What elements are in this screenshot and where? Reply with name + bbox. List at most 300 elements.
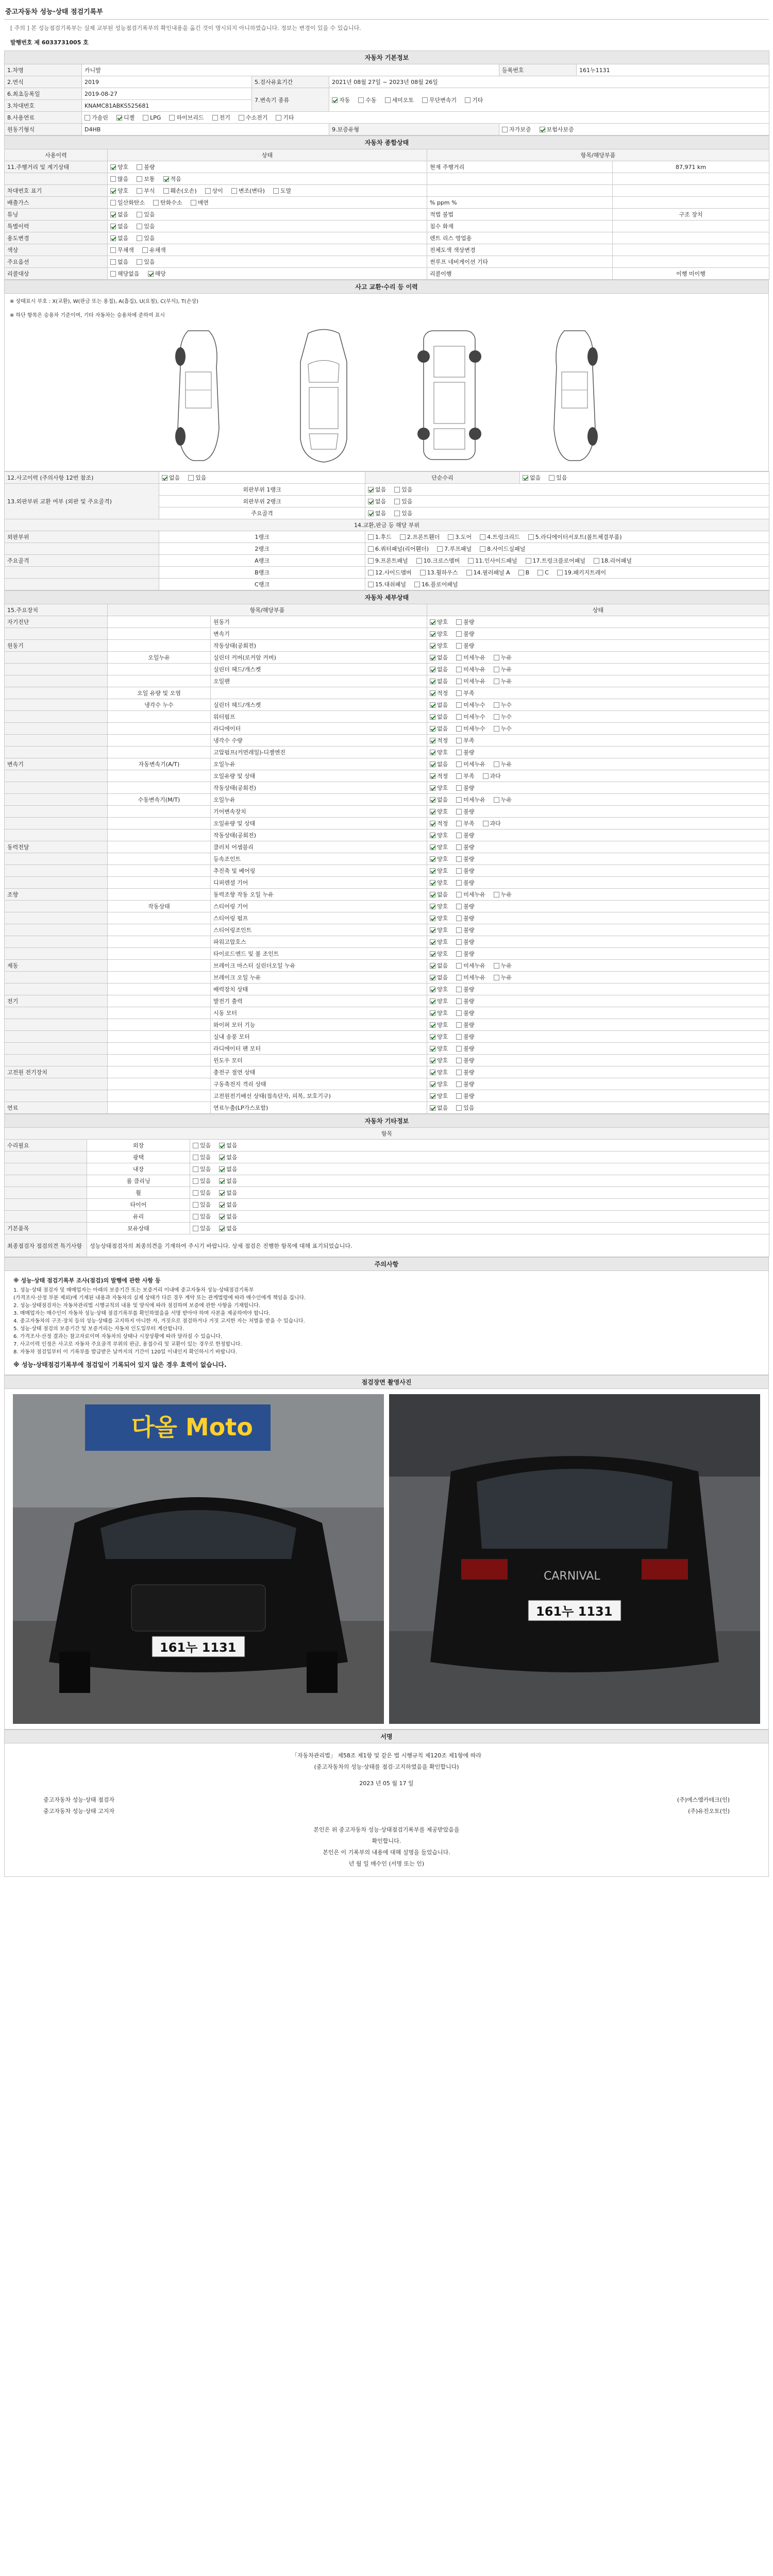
- other-state-option: 있음: [193, 1153, 211, 1161]
- checkbox-icon: [456, 904, 462, 909]
- detail-state-option: 불량: [456, 926, 474, 934]
- detail-state-option: 불량: [456, 878, 474, 887]
- option-status.rows.7.opts-0: 무채색: [110, 246, 134, 254]
- detail-item: 브레이크 마스터 실린더오일 누유: [211, 960, 427, 972]
- detail-item: 작동상태(공회전): [211, 640, 427, 652]
- detail-device: [5, 794, 108, 806]
- detail-state-option: 부족: [456, 819, 474, 827]
- option-status.rows.9.opts-1: 해당: [148, 269, 166, 278]
- detail-row: [5, 628, 769, 640]
- year-value: 2019: [82, 76, 252, 88]
- notes-line: 1. 성능·상태 점검자 및 매매업자는 아래의 보증기간 또는 보증거리 이내에 중고자동차 성능·상태점검기록부: [13, 1287, 254, 1293]
- checkbox-icon: [456, 643, 462, 649]
- sign-table: [4, 1730, 769, 1877]
- status-row-opts: [108, 209, 427, 221]
- detail-row: [5, 723, 769, 735]
- detail-state-option: 불량: [456, 914, 474, 922]
- detail-item: 변속기: [211, 628, 427, 640]
- rear-badge-text: CARNIVAL: [544, 1570, 600, 1583]
- status-row-right: 렌트 리스 영업용: [427, 232, 613, 244]
- checkbox-icon: [430, 750, 435, 755]
- parts-rank: 2랭크: [159, 543, 365, 555]
- checkbox-icon: [110, 271, 116, 277]
- detail-state: [427, 770, 769, 782]
- checkbox-icon: [437, 546, 443, 552]
- parts-items: [365, 531, 769, 543]
- checkbox-icon: [456, 1070, 462, 1075]
- option-accident.repair_opts-0: 없음: [523, 473, 541, 482]
- checkbox-icon: [137, 259, 142, 265]
- option-status.rows.4.opts-1: 있음: [137, 210, 155, 218]
- checkbox-icon: [430, 726, 435, 732]
- checkbox-icon: [368, 558, 374, 564]
- detail-state-option: 양호: [430, 1009, 448, 1017]
- checkbox-icon: [153, 200, 159, 206]
- option-accident.repair_opts-1: 있음: [549, 473, 567, 482]
- checkbox-icon: [219, 1202, 225, 1208]
- checkbox-icon: [368, 534, 374, 540]
- detail-device: [5, 628, 108, 640]
- photo-table: [4, 1375, 769, 1730]
- notes-lines: [13, 1286, 760, 1356]
- checkbox-icon: [526, 558, 531, 564]
- detail-state-option: 누유: [494, 665, 512, 673]
- status-table: [4, 135, 769, 280]
- document-title: 중고자동차 성능·상태 점검기록부: [4, 4, 769, 20]
- checkbox-icon: [494, 714, 499, 720]
- checkbox-icon: [456, 927, 462, 933]
- notes-block: [7, 1273, 766, 1373]
- detail-state-option: 불량: [456, 784, 474, 792]
- checkbox-icon: [430, 833, 435, 838]
- checkbox-icon: [456, 1010, 462, 1016]
- checkbox-icon: [456, 1058, 462, 1063]
- option-status.rows.2.opts-2: 훼손(오손): [163, 187, 197, 195]
- detail-sub: [108, 675, 211, 687]
- parts-group: [5, 567, 159, 579]
- detail-item: 오일누유: [211, 758, 427, 770]
- detail-device: [5, 1019, 108, 1031]
- fuel-options: [82, 112, 769, 124]
- detail-sub: [108, 936, 211, 948]
- detail-row: [5, 1066, 769, 1078]
- option-basic.fuel_opts-4: 전기: [212, 113, 230, 122]
- checkbox-icon: [110, 247, 116, 253]
- detail-row: [5, 1078, 769, 1090]
- detail-state-option: 불량: [456, 1080, 474, 1088]
- other-state-option: 있음: [193, 1189, 211, 1197]
- parts-rank: C랭크: [159, 579, 365, 590]
- car-top-diagram: [282, 326, 365, 465]
- checkbox-icon: [494, 963, 499, 969]
- option-status.rows.0.opts-1: 불량: [137, 163, 155, 171]
- option-accident.parts.3.items-2: 14.필러패널 A: [466, 568, 510, 577]
- other-col-header: 항목: [5, 1128, 769, 1140]
- rank2-opts: 없음 있음: [365, 496, 769, 507]
- checkbox-icon: [430, 951, 435, 957]
- detail-device: [5, 806, 108, 818]
- status-row-label: 차대번호 표기: [5, 185, 108, 197]
- detail-sub: [108, 924, 211, 936]
- car-frame-diagram: [408, 326, 491, 465]
- detail-sub: [108, 782, 211, 794]
- checkbox-icon: [193, 1214, 198, 1219]
- checkbox-icon: [430, 844, 435, 850]
- checkbox-icon: [430, 1105, 435, 1111]
- detail-state-option: 없음: [430, 890, 448, 899]
- checkbox-icon: [456, 916, 462, 921]
- notes-line: 6. 가격조사·산정 결과는 참고자료이며 자동차의 상태나 시장상황에 따라 달라질 수 있습니다.: [13, 1334, 223, 1340]
- detail-state-option: 양호: [430, 641, 448, 650]
- detail-row: [5, 699, 769, 711]
- detail-item: 스티어링 기어: [211, 901, 427, 912]
- front-sign-text: 다올 Moto: [131, 1413, 253, 1441]
- detail-state-option: 누수: [494, 701, 512, 709]
- checkbox-icon: [456, 702, 462, 708]
- car-name-label: 1.차명: [5, 64, 82, 76]
- parts-items: [365, 567, 769, 579]
- vin-value: KNAMC81ABKS525681: [82, 100, 252, 112]
- other-group: 수리필요: [5, 1140, 87, 1151]
- status-row-value: [613, 256, 769, 268]
- other-group: [5, 1211, 87, 1223]
- other-state-option: 없음: [219, 1200, 237, 1209]
- other-item: 휠: [87, 1187, 190, 1199]
- detail-state-option: 양호: [430, 997, 448, 1005]
- detail-state-option: 없음: [430, 653, 448, 662]
- checkbox-icon: [523, 475, 528, 481]
- checkbox-icon: [456, 619, 462, 625]
- option-accident.parts.3.items-4: C: [537, 569, 549, 576]
- detail-sub: [108, 972, 211, 984]
- detail-state: [427, 675, 769, 687]
- option-accident.parts.0.items-2: 3.도어: [448, 533, 472, 541]
- status-row: [5, 197, 769, 209]
- checkbox-icon: [430, 1046, 435, 1052]
- detail-row: [5, 889, 769, 901]
- sign-line-1: 「자동차관리법」 제58조 제1항 및 같은 법 시행규칙 제120조 제1항에 따라: [291, 1752, 482, 1759]
- parts-group: [5, 579, 159, 590]
- detail-state-option: 불량: [456, 630, 474, 638]
- checkbox-icon: [456, 975, 462, 980]
- detail-state: [427, 699, 769, 711]
- checkbox-icon: [430, 714, 435, 720]
- checkbox-icon: [273, 188, 279, 194]
- detail-item: 배력장치 상태: [211, 984, 427, 995]
- checkbox-icon: [456, 679, 462, 684]
- detail-state: [427, 936, 769, 948]
- detail-state: [427, 794, 769, 806]
- other-state-option: 없음: [219, 1141, 237, 1149]
- detail-sub: [108, 1055, 211, 1066]
- status-row: [5, 161, 769, 173]
- checkbox-icon: [110, 164, 116, 170]
- repair-options: [520, 472, 769, 484]
- accident-history-table: [4, 471, 769, 590]
- checkbox-icon: [430, 998, 435, 1004]
- detail-sub: 수동변속기(M/T): [108, 794, 211, 806]
- detail-state-option: 부족: [456, 736, 474, 744]
- detail-state-option: 누유: [494, 677, 512, 685]
- detail-state: [427, 912, 769, 924]
- checkbox-icon: [162, 475, 167, 481]
- other-state-option: 있음: [193, 1141, 211, 1149]
- other-item: 외장: [87, 1140, 190, 1151]
- parts-rank: B랭크: [159, 567, 365, 579]
- detail-row: [5, 972, 769, 984]
- detail-state-option: 양호: [430, 950, 448, 958]
- checkbox-icon: [430, 667, 435, 672]
- detail-item: 오일누유: [211, 794, 427, 806]
- checkbox-icon: [494, 975, 499, 980]
- detail-device: 연료: [5, 1102, 108, 1114]
- detail-sub: [108, 829, 211, 841]
- detail-item: 클러치 어셈블리: [211, 841, 427, 853]
- detail-state: [427, 723, 769, 735]
- detail-item: 작동상태(공회전): [211, 782, 427, 794]
- option-status.rows.3.opts-1: 탄화수소: [153, 198, 182, 207]
- other-state: [190, 1199, 769, 1211]
- checkbox-icon: [416, 558, 422, 564]
- detail-state-option: 적정: [430, 689, 448, 697]
- checkbox-icon: [456, 631, 462, 637]
- checkbox-icon: [420, 570, 426, 575]
- detail-state-option: 없음: [430, 795, 448, 804]
- checkbox-icon: [193, 1155, 198, 1160]
- certificate-number: [4, 36, 769, 50]
- detail-state-option: 적정: [430, 772, 448, 780]
- notice-text: [ 주의 ] 본 성능점검기록부는 실제 교부된 성능점검기록부의 확인내용을 옮긴 것이 명시되지 아니하였습니다. 정보는 변경이 있을 수 있습니다.: [10, 25, 361, 31]
- other-state: [190, 1140, 769, 1151]
- checkbox-icon: [400, 534, 406, 540]
- parts-row: [5, 555, 769, 567]
- checkbox-icon: [219, 1214, 225, 1219]
- detail-device: 전기: [5, 995, 108, 1007]
- other-group: [5, 1199, 87, 1211]
- checkbox-icon: [430, 761, 435, 767]
- detail-item: 발전기 출력: [211, 995, 427, 1007]
- detail-sub: [108, 818, 211, 829]
- other-group: [5, 1151, 87, 1163]
- parts-row: [5, 531, 769, 543]
- recv-line-1: 본인은 위 중고자동차 성능·상태점검기록부를 제공받았음을: [313, 1826, 460, 1833]
- detail-state: [427, 995, 769, 1007]
- checkbox-icon: [430, 738, 435, 743]
- detail-state-option: 불량: [456, 1009, 474, 1017]
- front-photo: [13, 1394, 384, 1724]
- checkbox-icon: [430, 773, 435, 779]
- detail-state: [427, 1090, 769, 1102]
- notes-table: [4, 1257, 769, 1375]
- notes-line: 4. 중고자동차의 구조·장치 등의 성능·상태를 고지하지 아니한 자, 거짓으로 점검하거나 거짓 고지한 자는 처벌을 받을 수 있습니다.: [13, 1318, 305, 1324]
- engine-label: 원동기형식: [5, 124, 82, 135]
- detail-device: [5, 1007, 108, 1019]
- option-basic.trans_opts-2: 세미오토: [385, 96, 414, 104]
- recv-line-3: 본인은 이 기록부의 내용에 대해 설명을 들었습니다.: [323, 1849, 450, 1856]
- detail-sub: [108, 877, 211, 889]
- status-col-usage: 사용이력: [5, 149, 108, 161]
- checkbox-icon: [456, 761, 462, 767]
- checkbox-icon: [494, 655, 499, 660]
- cert-label: 발행번호 제: [10, 39, 40, 46]
- checkbox-icon: [368, 546, 374, 552]
- option-accident.parts.2.items-2: 11.인사이드패널: [468, 556, 517, 565]
- other-state: [190, 1187, 769, 1199]
- checkbox-icon: [456, 1081, 462, 1087]
- engine-value: D4HB: [82, 124, 329, 135]
- detail-row: [5, 1102, 769, 1114]
- detail-state-option: 미세누수: [456, 701, 485, 709]
- acc-label: 12.사고이력 (주의사항 12번 참조): [5, 472, 159, 484]
- detail-item: 등속조인트: [211, 853, 427, 865]
- accident-legend-2: ※ 하단 항목은 승용차 기준이며, 기타 자동차는 승용차에 준하여 표시: [10, 313, 165, 318]
- notes-line: 7. 사고이력 인정은 사고로 자동차 주요골격 부위의 판금, 용접수리 및 교환이 있는 경우로 한정합니다.: [13, 1342, 242, 1347]
- status-row-label: 색상: [5, 244, 108, 256]
- checkbox-icon: [456, 785, 462, 791]
- checkbox-icon: [456, 821, 462, 826]
- other-item: 내장: [87, 1163, 190, 1175]
- checkbox-icon: [430, 892, 435, 897]
- checkbox-icon: [193, 1178, 198, 1184]
- detail-device: [5, 972, 108, 984]
- other-row: [5, 1187, 769, 1199]
- detail-row: [5, 652, 769, 664]
- detail-sub: [108, 1043, 211, 1055]
- detail-col-device: 15.주요장치: [5, 604, 108, 616]
- detail-state-option: 없음: [430, 665, 448, 673]
- trans-label: 7.변속기 종류: [252, 88, 329, 112]
- status-row: [5, 268, 769, 280]
- checkbox-icon: [385, 97, 391, 103]
- status-row-value: [613, 244, 769, 256]
- detail-item: 실내 송풍 모터: [211, 1031, 427, 1043]
- detail-row: [5, 664, 769, 675]
- detail-state-option: 불량: [456, 748, 474, 756]
- status-row-right: 침수 화재: [427, 221, 613, 232]
- detail-row: [5, 758, 769, 770]
- checkbox-icon: [430, 987, 435, 992]
- sign-row-2: 중고자동차 성능·상태 고지자 (주)유진오토(인): [43, 1808, 730, 1815]
- detail-state-option: 불량: [456, 1056, 474, 1064]
- checkbox-icon: [430, 927, 435, 933]
- checkbox-icon: [191, 200, 196, 206]
- option-basic.guar_opts-1: 보험사보증: [540, 125, 574, 133]
- status-row-value: [613, 173, 769, 185]
- checkbox-icon: [193, 1202, 198, 1208]
- status-row-label: [5, 173, 108, 185]
- other-row: [5, 1163, 769, 1175]
- checkbox-icon: [219, 1190, 225, 1196]
- detail-item: 실린더 헤드/개스켓: [211, 699, 427, 711]
- detail-item: 원동기: [211, 616, 427, 628]
- detail-state: [427, 1066, 769, 1078]
- detail-row: [5, 640, 769, 652]
- checkbox-icon: [456, 1034, 462, 1040]
- detail-row: [5, 948, 769, 960]
- detail-item: 윈도우 모터: [211, 1055, 427, 1066]
- detail-device: [5, 711, 108, 723]
- status-row-opts: [108, 221, 427, 232]
- detail-state-option: 누수: [494, 724, 512, 733]
- detail-state-option: 불량: [456, 1092, 474, 1100]
- other-state: [190, 1211, 769, 1223]
- accident-legend: ※ 상태표시 부호 : X(교환), W(판금 또는 용접), A(흠집), U(요철), C(부식), T(손상): [10, 299, 198, 304]
- detail-state: [427, 972, 769, 984]
- accident-header: 사고 교환·수리 등 이력: [5, 280, 769, 294]
- status-row-label: 배출가스: [5, 197, 108, 209]
- detail-device: [5, 1055, 108, 1066]
- detail-row: [5, 1007, 769, 1019]
- detail-row: [5, 818, 769, 829]
- checkbox-icon: [430, 809, 435, 815]
- detail-state-option: 과다: [483, 772, 501, 780]
- checkbox-icon: [456, 1105, 462, 1111]
- detail-state-option: 적정: [430, 736, 448, 744]
- detail-state: [427, 735, 769, 747]
- photo-header: 점검장면 촬영사진: [5, 1376, 769, 1389]
- other-state-option: 없음: [219, 1189, 237, 1197]
- checkbox-icon: [430, 1093, 435, 1099]
- status-row: [5, 209, 769, 221]
- other-row: [5, 1175, 769, 1187]
- option-accident.parts.0.items-4: 5.라디에이터서포트(볼트체결부품): [528, 533, 622, 541]
- detail-device: [5, 770, 108, 782]
- checkbox-icon: [414, 582, 420, 587]
- rank1-opts: 없음 있음: [365, 484, 769, 496]
- status-header: 자동차 종합상태: [5, 136, 769, 149]
- option-status.rows.2.opts-0: 양호: [110, 187, 128, 195]
- detail-state-option: 양호: [430, 843, 448, 851]
- detail-state: [427, 889, 769, 901]
- opinion-label: 최종점검자 점검의견 특기사항: [5, 1234, 87, 1257]
- option-accident.parts.3.items-3: B: [518, 569, 530, 576]
- detail-sub: [108, 841, 211, 853]
- detail-item: 연료누출(LP가스포함): [211, 1102, 427, 1114]
- detail-state-option: 누유: [494, 890, 512, 899]
- notes-line: 2. 성능·상태점검자는 자동차관리법 시행규칙의 내용 및 양식에 따라 점검하며 보증에 관한 사항을 기재합니다.: [13, 1303, 261, 1309]
- checkbox-icon: [110, 259, 116, 265]
- sign-block: [7, 1745, 766, 1875]
- accident-table: [4, 280, 769, 471]
- detail-col-state: 상태: [427, 604, 769, 616]
- detail-device: [5, 853, 108, 865]
- parts-row: [5, 543, 769, 555]
- detail-state: [427, 1055, 769, 1066]
- status-row-value: [613, 232, 769, 244]
- detail-state-option: 과다: [483, 819, 501, 827]
- basic-info-header: 자동차 기본정보: [5, 51, 769, 64]
- other-group: 기본품목: [5, 1223, 87, 1234]
- detail-state-option: 양호: [430, 1032, 448, 1041]
- notes-line: 5. 성능·상태 점검의 보증기간 및 보증거리는 자동차 인도일부터 계산합니다.: [13, 1326, 184, 1332]
- option-status.rows.3.opts-0: 일산화탄소: [110, 198, 145, 207]
- detail-state-option: 적정: [430, 819, 448, 827]
- status-row: [5, 185, 769, 197]
- status-row-right: 적법 불법: [427, 209, 613, 221]
- detail-sub: [108, 735, 211, 747]
- detail-row: [5, 782, 769, 794]
- detail-item: 냉각수 수량: [211, 735, 427, 747]
- status-row: [5, 232, 769, 244]
- checkbox-icon: [193, 1143, 198, 1148]
- detail-state-option: 부족: [456, 689, 474, 697]
- checkbox-icon: [502, 127, 508, 132]
- checkbox-icon: [456, 1022, 462, 1028]
- detail-state: [427, 818, 769, 829]
- checkbox-icon: [456, 726, 462, 732]
- detail-sub: [108, 1090, 211, 1102]
- checkbox-icon: [231, 188, 237, 194]
